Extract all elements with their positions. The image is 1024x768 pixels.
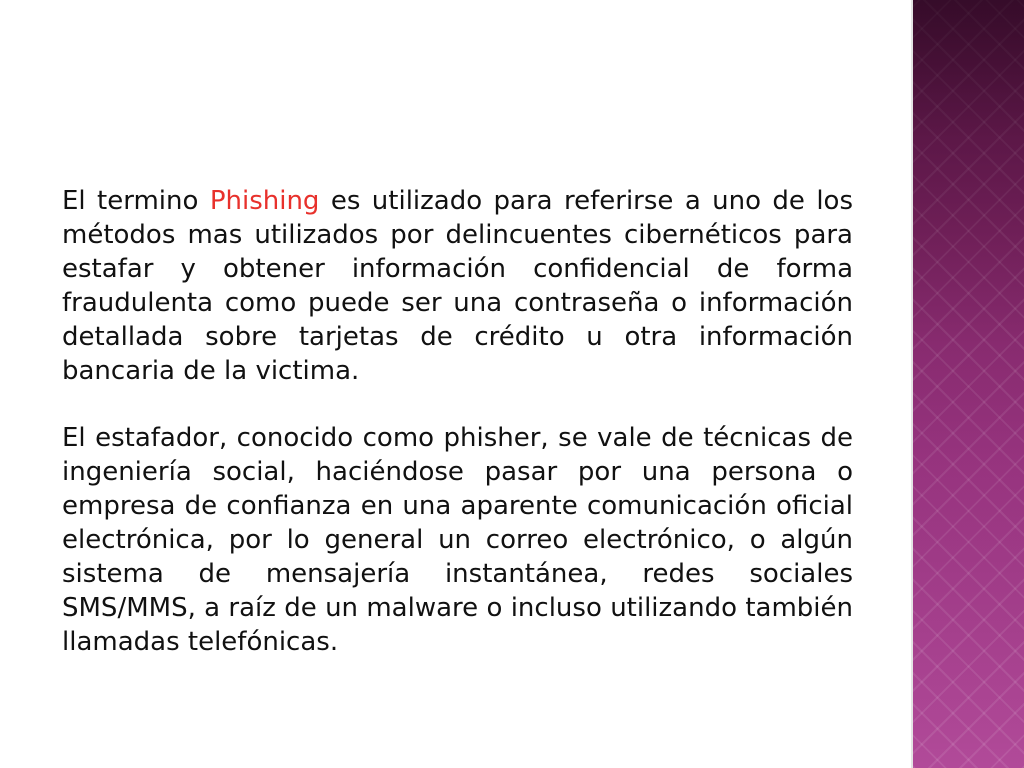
- decorative-side-panel: [911, 0, 1024, 768]
- paragraph-phishing-definition: [62, 184, 853, 388]
- phishing-keyword: Phishing: [209, 186, 320, 216]
- paragraph1-intro: El termino: [62, 186, 210, 216]
- paragraph-phisher-techniques: El estafador, conocido como phisher, se vale de técnicas de ingeniería social, haciéndose pasar por una persona o empresa de confianza en una aparente comunicación oficial electrónica, por lo general un correo electrónico, o algún sistema de mensajería instantánea, redes sociales SMS/MMS, a raíz de un malware o incluso utilizando también llamadas telefónicas.: [62, 423, 853, 657]
- paragraph1-rest: es utilizado para referirse a uno de los métodos mas utilizados por delincuentes cibernéticos para estafar y obtener información confidencial de forma fraudulenta como puede ser una contraseña o información detallada sobre tarjetas de crédito u otra información bancaria de la victima.: [62, 186, 854, 386]
- slide-body: [62, 184, 853, 659]
